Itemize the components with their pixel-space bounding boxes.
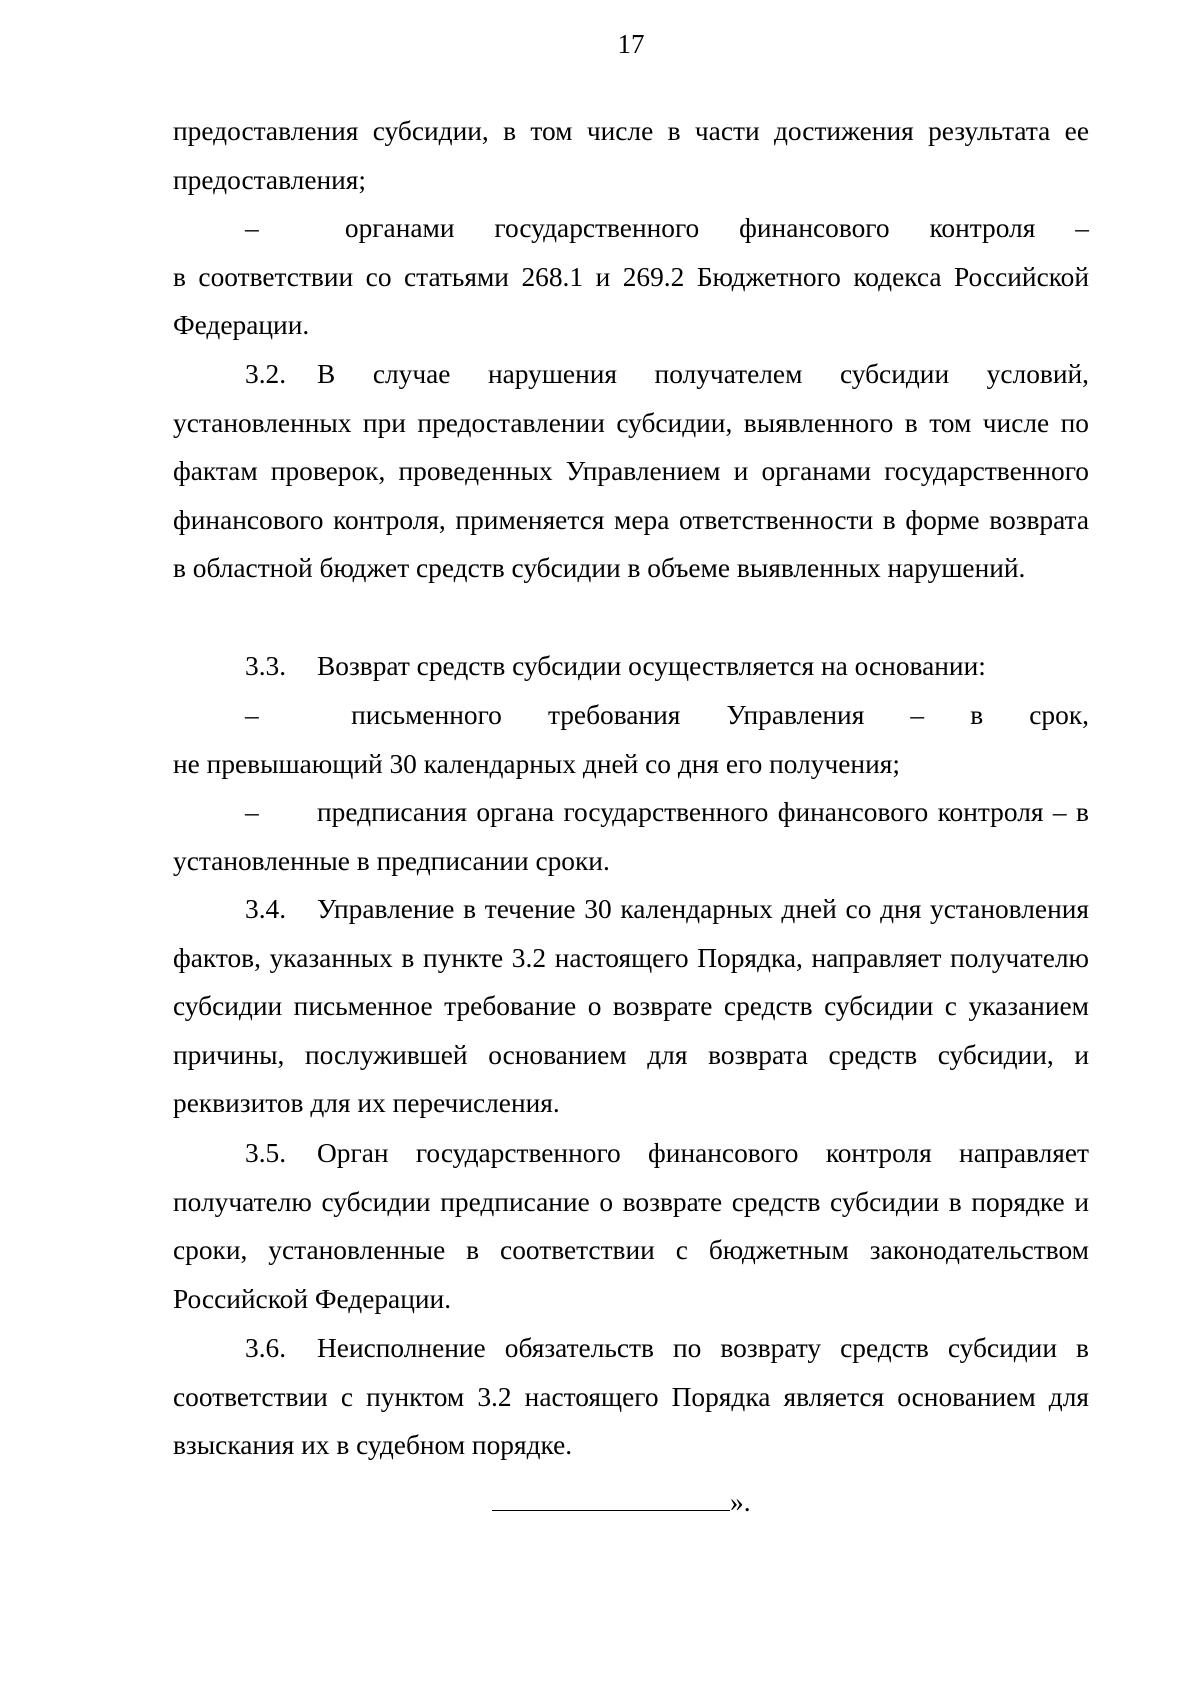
word: – (910, 700, 925, 730)
word: финансового (739, 213, 890, 243)
word: требования (547, 700, 681, 730)
list-item-continuation: не превышающий 30 календарных дней со дня его получения; (173, 748, 900, 779)
clause-number: 3.6. (245, 1333, 287, 1363)
clause-3-2 (173, 350, 1089, 593)
list-item-first-line (173, 204, 1089, 253)
closing-rule (492, 1482, 730, 1511)
list-item-continuation: в соответствии со статьями 268.1 и 269.2 Бюджетного кодекса Российской Федерации. (173, 261, 1089, 341)
word: Управления (726, 700, 865, 730)
clause-3-5 (173, 1129, 1089, 1323)
clause-text: Неисполнение обязательств по возврату средств субсидии в соответствии с пунктом 3.2 настоящего Порядка является основанием для взыскания их в судебном порядке. (173, 1333, 1089, 1461)
clause-text: Возврат средств субсидии осуществляется на основании: (317, 651, 986, 681)
list-item-written-demand (173, 691, 1089, 788)
clause-number: 3.2. (245, 359, 287, 389)
clause-3-4 (173, 885, 1089, 1128)
list-item-order (173, 788, 1089, 885)
list-item-first-line (173, 691, 1089, 740)
closing-quote: ». (730, 1487, 751, 1517)
clause-text: В случае нарушения получателем субсидии условий, установленных при предоставлении субсидии, выявленного в том числе по фактам проверок, проведенных Управлением и органами государственного финансового контроля, применяется мера ответственности в форме возврата в областной бюджет средств субсидии в объеме выявленных нарушений. (173, 359, 1089, 584)
word: в (970, 700, 984, 730)
dash-marker: – (245, 700, 259, 730)
word: срок, (1029, 700, 1089, 730)
clause-3-6 (173, 1324, 1089, 1470)
word: органами (344, 213, 455, 243)
closing-mark (492, 1482, 751, 1522)
page-number: 17 (617, 29, 645, 59)
list-item-text: предписания органа государственного финансового контроля – в установленные в предписании сроки. (173, 797, 1089, 876)
clause-text: Орган государственного финансового контроля направляет получателю субсидии предписание о возврате средств субсидии в порядке и сроки, установленные в соответствии с бюджетным законодательством Российской Федерации. (173, 1138, 1089, 1314)
dash-marker: – (245, 213, 259, 243)
clause-number: 3.5. (245, 1138, 287, 1168)
word: государственного (494, 213, 700, 243)
word: контроля (929, 213, 1036, 243)
paragraph-text: предоставления субсидии, в том числе в части достижения результата ее предоставления; (173, 116, 1089, 195)
paragraph-continuation (173, 107, 1089, 204)
clause-3-3 (173, 642, 1089, 691)
clause-number: 3.3. (245, 651, 287, 681)
word: письменного (351, 700, 502, 730)
clause-number: 3.4. (245, 894, 287, 924)
clause-text: Управление в течение 30 календарных дней со дня установления фактов, указанных в пункте 3.2 настоящего Порядка, направляет получателю субсидии письменное требование о возврате средств субсидии с указанием причины, послужившей основанием для возврата средств субсидии, и реквизитов для их перечисления. (173, 894, 1089, 1119)
list-item-financial-control-bodies (173, 204, 1089, 350)
dash-marker: – (245, 797, 259, 827)
word: – (1075, 213, 1089, 243)
